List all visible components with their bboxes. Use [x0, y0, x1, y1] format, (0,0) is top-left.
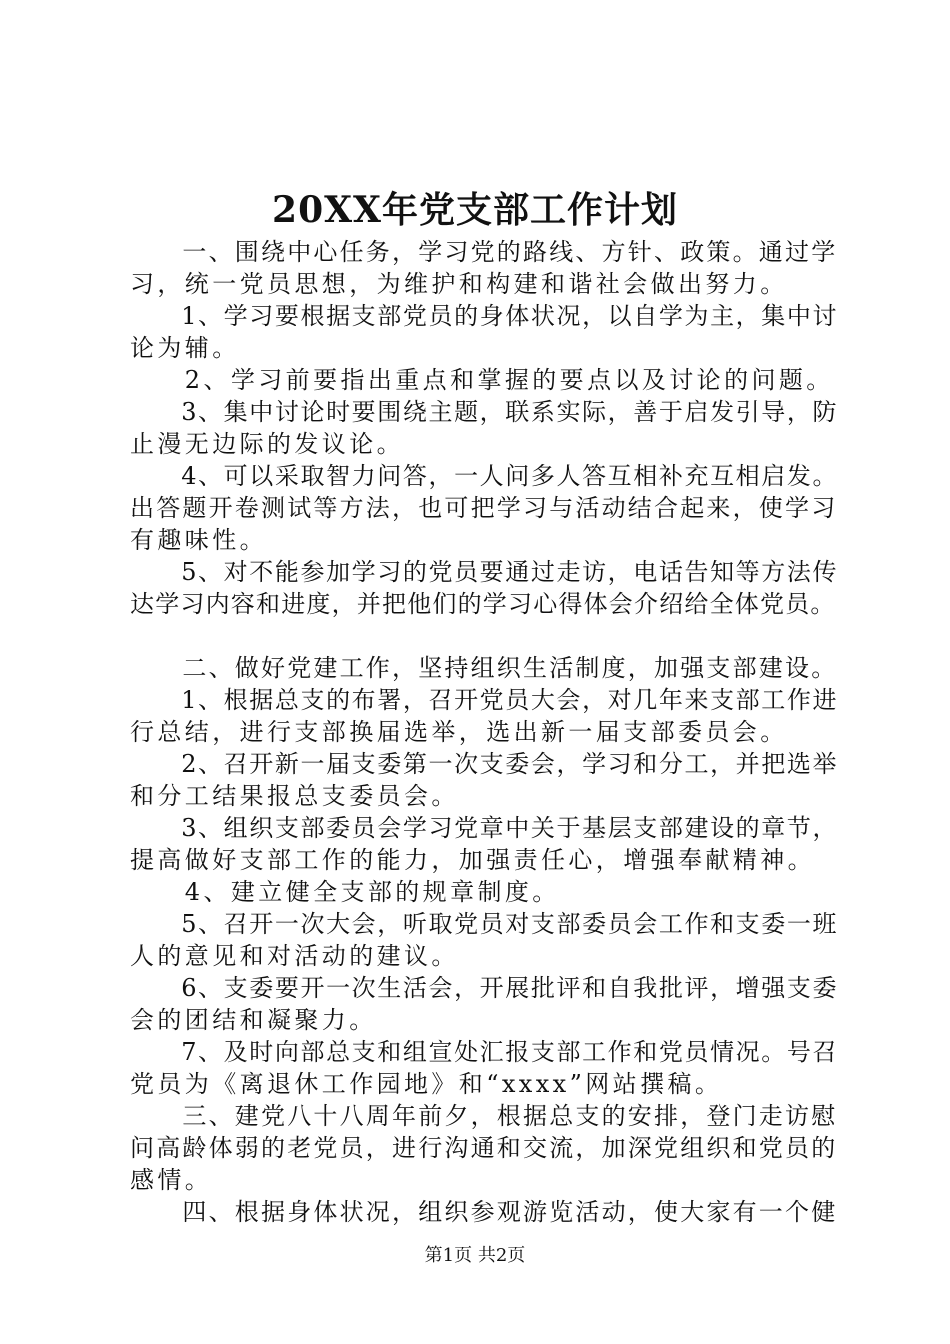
body-line: 3、组织支部委员会学习党章中关于基层支部建设的章节，	[130, 814, 839, 842]
body-line: 6、支委要开一次生活会，开展批评和自我批评，增强支委	[130, 974, 839, 1002]
body-line: 有趣味性。	[130, 526, 267, 554]
body-line: 党员为《离退休工作园地》和“xxxx”网站撰稿。	[130, 1070, 723, 1098]
body-line: 感情。	[130, 1166, 213, 1194]
body-line: 4、可以采取智力问答，一人问多人答互相补充互相启发。	[130, 462, 839, 490]
body-line: 4、建立健全支部的规章制度。	[130, 878, 560, 906]
body-line: 提高做好支部工作的能力，加强责任心，增强奉献精神。	[130, 846, 815, 874]
body-line: 二、做好党建工作，坚持组织生活制度，加强支部建设。	[130, 654, 838, 682]
body-line: 1、根据总支的布署，召开党员大会，对几年来支部工作进	[130, 686, 839, 714]
body-line: 7、及时向部总支和组宣处汇报支部工作和党员情况。号召	[130, 1038, 839, 1066]
body-line: 三、建党八十八周年前夕，根据总支的安排，登门走访慰	[130, 1102, 838, 1130]
body-line: 四、根据身体状况，组织参观游览活动，使大家有一个健	[130, 1198, 838, 1226]
body-line: 止漫无边际的发议论。	[130, 430, 404, 458]
body-line: 达学习内容和进度，并把他们的学习心得体会介绍给全体党员。	[130, 590, 836, 618]
body-line: 出答题开卷测试等方法，也可把学习与活动结合起来，使学习	[130, 494, 838, 522]
body-line: 论为辅。	[130, 334, 240, 362]
body-line: 2、召开新一届支委第一次支委会，学习和分工，并把选举	[130, 750, 839, 778]
document-title: 20XX年党支部工作计划	[272, 189, 678, 231]
body-line: 会的团结和凝聚力。	[130, 1006, 377, 1034]
body-line: 习，统一党员思想，为维护和构建和谐社会做出努力。	[130, 270, 788, 298]
body-line: 行总结，进行支部换届选举，选出新一届支部委员会。	[130, 718, 788, 746]
page-number-footer: 第1页 共2页	[424, 1245, 526, 1266]
body-line: 和分工结果报总支委员会。	[130, 782, 459, 810]
body-line: 5、对不能参加学习的党员要通过走访，电话告知等方法传	[130, 558, 839, 586]
body-line: 2、学习前要指出重点和掌握的要点以及讨论的问题。	[130, 366, 834, 394]
body-line: 人的意见和对活动的建议。	[130, 942, 459, 970]
body-line: 一、围绕中心任务，学习党的路线、方针、政策。通过学	[130, 238, 838, 266]
body-line: 问高龄体弱的老党员，进行沟通和交流，加深党组织和党员的	[130, 1134, 838, 1162]
body-line: 1、学习要根据支部党员的身体状况，以自学为主，集中讨	[130, 302, 839, 330]
body-line: 3、集中讨论时要围绕主题，联系实际，善于启发引导，防	[130, 398, 839, 426]
body-line: 5、召开一次大会，听取党员对支部委员会工作和支委一班	[130, 910, 839, 938]
